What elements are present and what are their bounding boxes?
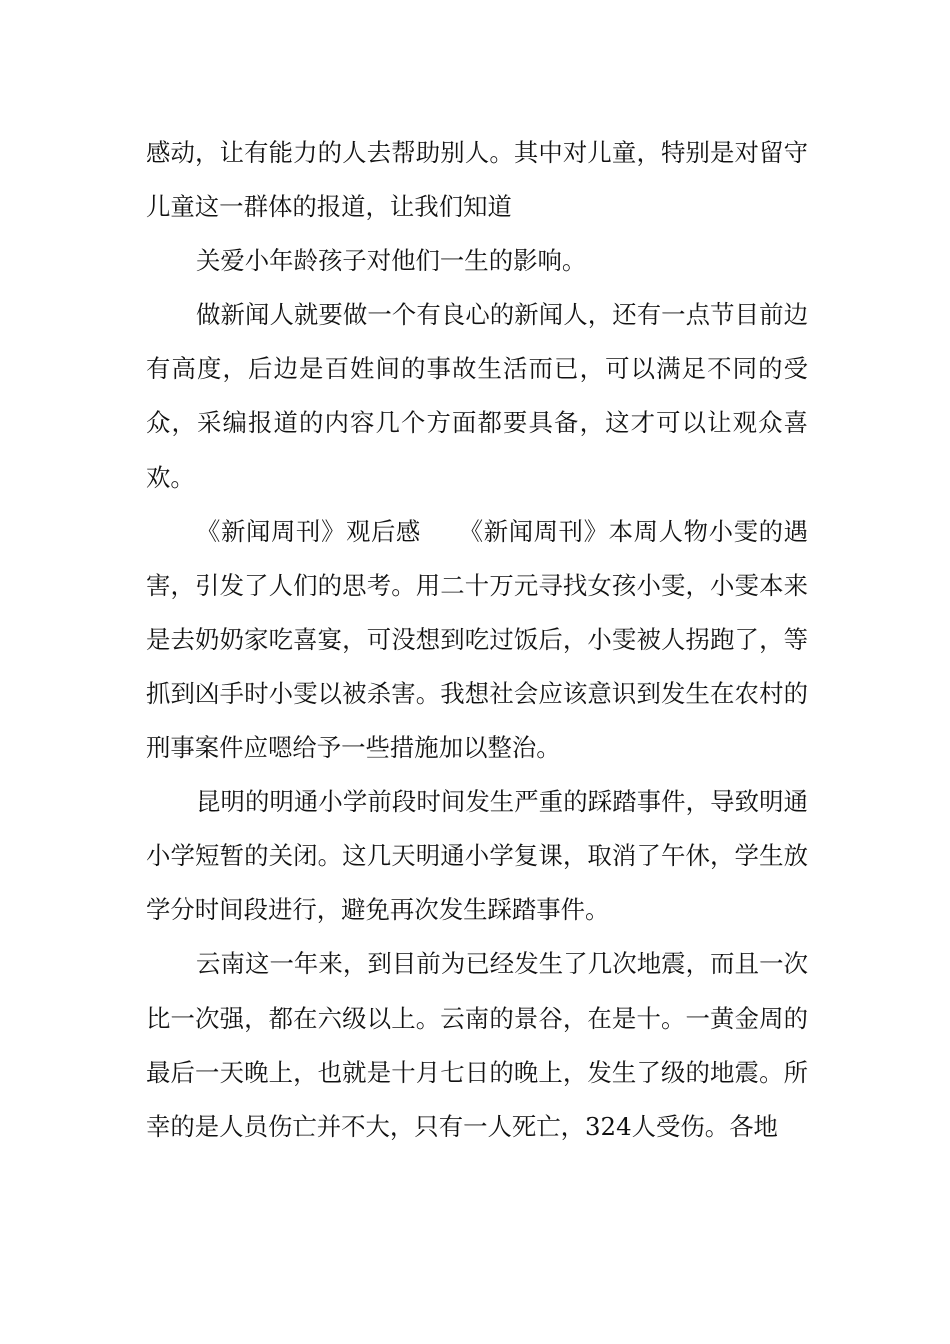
paragraph: 《新闻周刊》观后感 《新闻周刊》本周人物小雯的遇害，引发了人们的思考。用二十万元寻找女孩小雯，小雯本来是去奶奶家吃喜宴，可没想到吃过饭后，小雯被人拐跑了，等抓到凶手时小雯以被杀害。我想社会应该意识到发生在农村的刑事案件应嗯给予一些措施加以整治。 [146,516,808,763]
paragraph: 关爱小年龄孩子对他们一生的影响。 [196,246,587,276]
paragraph: 昆明的明通小学前段时间发生严重的踩踏事件，导致明通小学短暂的关闭。这几天明通小学复课，取消了午休，学生放学分时间段进行，避免再次发生踩踏事件。 [146,787,808,925]
body-text [146,126,808,1154]
paragraph-continued: 感动，让有能力的人去帮助别人。其中对儿童，特别是对留守儿童这一群体的报道，让我们知道 [146,138,808,222]
paragraph: 云南这一年来，到目前为已经发生了几次地震，而且一次比一次强，都在六级以上。云南的景谷，在是十。一黄金周的最后一天晚上，也就是十月七日的晚上，发生了级的地震。所幸的是人员伤亡并不大，只有一人死亡，324人受伤。各地 [146,949,808,1141]
paragraph: 做新闻人就要做一个有良心的新闻人，还有一点节目前边有高度，后边是百姓间的事故生活而已，可以满足不同的受众，采编报道的内容几个方面都要具备，这才可以让观众喜欢。 [146,300,808,492]
